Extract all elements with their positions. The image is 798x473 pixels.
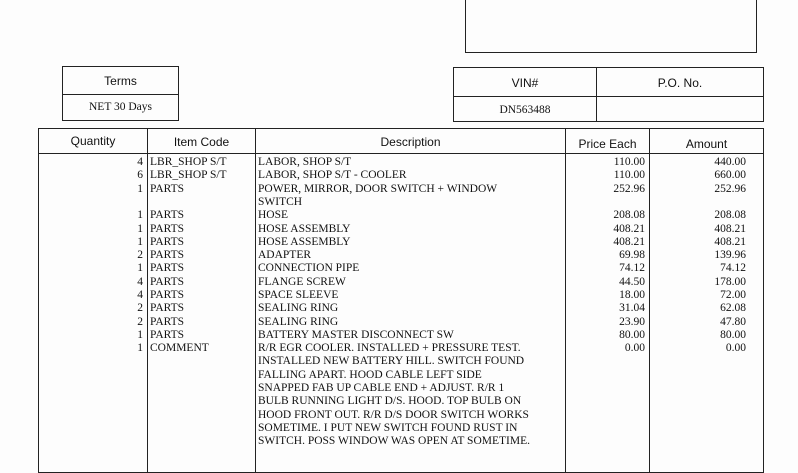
row-description: POWER, MIRROR, DOOR SWITCH + WINDOW SWITCH [258, 182, 498, 208]
row-amount: 440.00 [714, 156, 746, 168]
table-row [39, 316, 763, 329]
vin-po-box [453, 67, 764, 122]
row-price-each: 44.50 [619, 275, 645, 288]
terms-box [62, 66, 179, 121]
row-item-code: PARTS [150, 235, 185, 248]
row-item-code: COMMENT [150, 342, 209, 355]
header-description: Description [380, 135, 441, 149]
row-quantity: 2 [137, 302, 143, 315]
row-price-each: 408.21 [613, 235, 645, 248]
row-item-code: PARTS [150, 275, 185, 288]
row-price-each: 18.00 [619, 289, 645, 301]
row-quantity: 2 [137, 249, 143, 262]
row-description: SPACE SLEEVE [258, 289, 339, 301]
address-box [465, 0, 757, 53]
table-row [39, 302, 763, 315]
table-row [39, 223, 763, 236]
row-amount: 408.21 [714, 222, 746, 235]
row-price-each: 110.00 [613, 169, 645, 182]
header-item-code: Item Code [173, 135, 230, 149]
row-price-each: 110.00 [613, 156, 645, 168]
table-row [39, 156, 763, 169]
vin-value: DN563488 [499, 104, 551, 116]
items-table [38, 128, 764, 473]
row-price-each: 208.08 [613, 209, 645, 222]
row-item-code: PARTS [150, 249, 185, 262]
table-row [39, 329, 763, 342]
row-item-code: PARTS [150, 222, 185, 235]
table-row [39, 262, 763, 275]
row-price-each: 23.90 [619, 315, 645, 328]
row-description: HOSE [258, 209, 289, 222]
row-quantity: 2 [137, 315, 143, 328]
row-description: HOSE ASSEMBLY [258, 235, 351, 248]
row-amount: 80.00 [720, 328, 746, 341]
terms-value: NET 30 Days [88, 101, 153, 113]
row-quantity: 4 [137, 156, 143, 168]
row-description: SEALING RING [258, 315, 339, 328]
row-description: BATTERY MASTER DISCONNECT SW [258, 328, 454, 341]
row-amount: 47.80 [720, 315, 746, 328]
row-quantity: 4 [137, 275, 143, 288]
row-description: FLANGE SCREW [258, 275, 346, 288]
table-row [39, 169, 763, 182]
po-label: P.O. No. [657, 76, 703, 90]
header-quantity: Quantity [70, 134, 116, 148]
terms-divider [63, 94, 178, 95]
row-item-code: PARTS [150, 289, 185, 301]
row-item-code: PARTS [150, 315, 185, 328]
row-quantity: 6 [137, 169, 143, 182]
row-amount: 139.96 [714, 249, 746, 262]
row-item-code: LBR_SHOP S/T [150, 156, 227, 168]
header-amount: Amount [685, 137, 728, 151]
row-quantity: 4 [137, 289, 143, 301]
row-quantity: 1 [137, 209, 143, 222]
row-amount: 178.00 [714, 275, 746, 288]
row-amount: 72.00 [720, 289, 746, 301]
vin-label: VIN# [511, 76, 539, 90]
row-price-each: 69.98 [619, 249, 645, 262]
row-amount: 252.96 [714, 182, 746, 195]
row-amount: 408.21 [714, 235, 746, 248]
row-amount: 660.00 [714, 169, 746, 182]
row-price-each: 80.00 [619, 328, 645, 341]
row-quantity: 1 [137, 328, 143, 341]
row-quantity: 1 [137, 235, 143, 248]
row-item-code: PARTS [150, 302, 185, 315]
table-row [39, 289, 763, 302]
row-description: SEALING RING [258, 302, 339, 315]
row-description: LABOR, SHOP S/T [258, 156, 352, 168]
vin-po-divider [454, 96, 763, 97]
table-row [39, 276, 763, 289]
row-quantity: 1 [137, 262, 143, 275]
row-amount: 62.08 [720, 302, 746, 315]
table-row [39, 209, 763, 222]
row-amount: 74.12 [720, 262, 746, 275]
row-description: LABOR, SHOP S/T - COOLER [258, 169, 407, 182]
row-item-code: LBR_SHOP S/T [150, 169, 227, 182]
row-quantity: 1 [137, 342, 143, 355]
row-amount: 0.00 [725, 342, 746, 355]
table-row [39, 236, 763, 249]
row-description: HOSE ASSEMBLY [258, 222, 351, 235]
table-row [39, 249, 763, 262]
row-description: R/R EGR COOLER. INSTALLED + PRESSURE TEST. INSTALLED NEW BATTERY HILL. SWITCH FOUND FALLING APART. HOOD CABLE LEFT SIDE SNAPPED FAB UP CABLE END + ADJUST. R/R 1 BULB RUNNING LIGHT D/S. HOOD. TOP BULB ON HOOD FRONT OUT. R/R D/S DOOR SWITCH WORKS SOMETIME. I PUT NEW SWITCH FOUND RUST IN SWITCH. POSS WINDOW WAS OPEN AT SOMETIME. [258, 342, 530, 448]
table-row [39, 342, 763, 448]
row-description: CONNECTION PIPE [258, 262, 360, 275]
row-price-each: 31.04 [619, 302, 645, 315]
terms-label: Terms [104, 74, 137, 88]
row-quantity: 1 [137, 182, 143, 195]
row-description: ADAPTER [258, 249, 312, 262]
row-amount: 208.08 [714, 209, 746, 222]
header-price-each: Price Each [578, 137, 637, 151]
table-row [39, 183, 763, 210]
row-item-code: PARTS [150, 182, 185, 195]
row-quantity: 1 [137, 222, 143, 235]
row-item-code: PARTS [150, 328, 185, 341]
row-item-code: PARTS [150, 209, 185, 222]
row-price-each: 408.21 [613, 222, 645, 235]
row-price-each: 74.12 [619, 262, 645, 275]
row-price-each: 0.00 [624, 342, 645, 355]
row-price-each: 252.96 [613, 182, 645, 195]
row-item-code: PARTS [150, 262, 185, 275]
